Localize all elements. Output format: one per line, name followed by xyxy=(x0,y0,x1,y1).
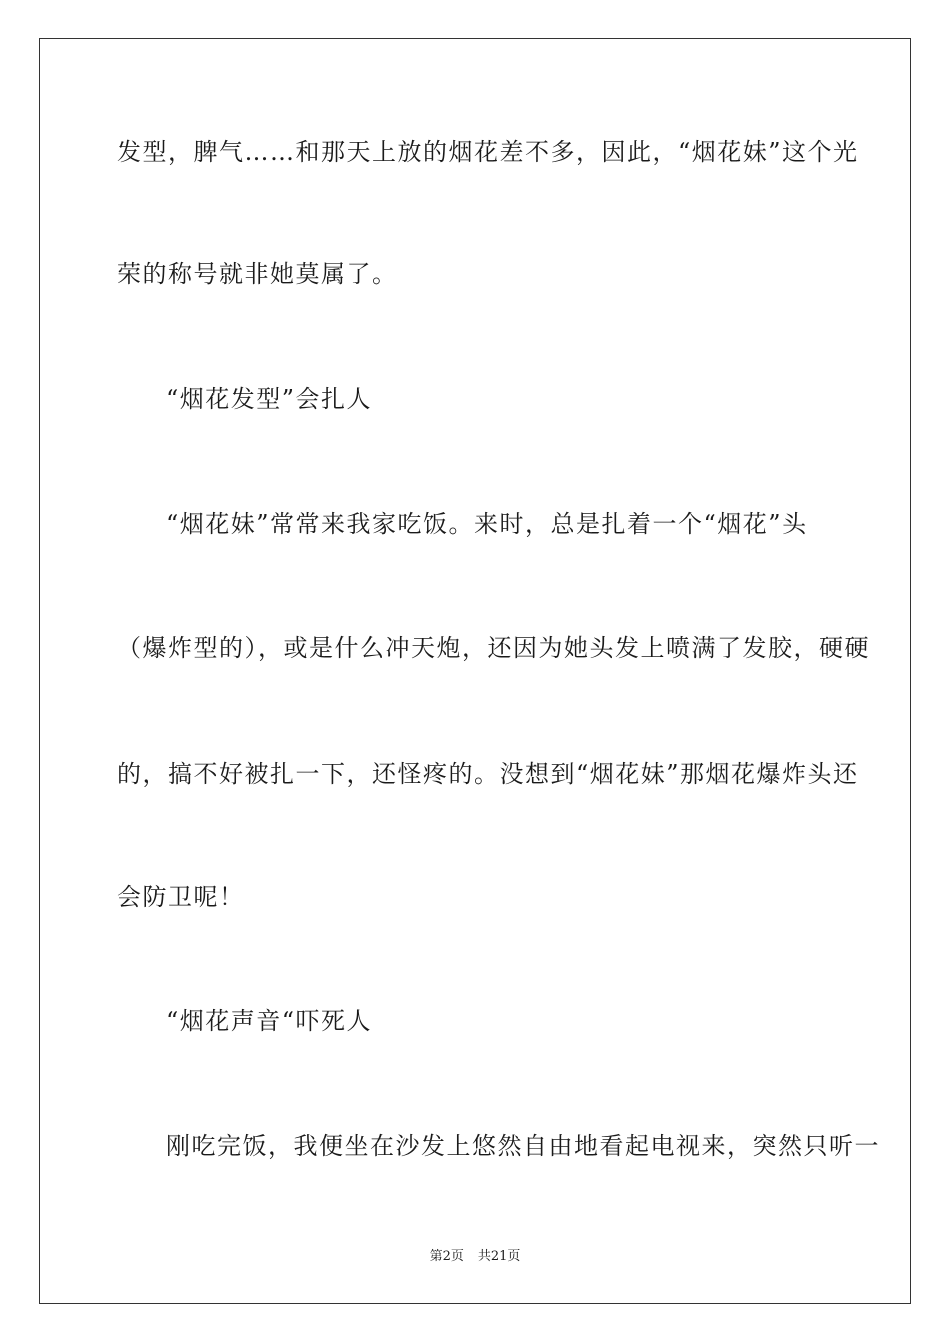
body-line-7: 会防卫呢！ xyxy=(117,883,245,911)
body-line-4: “烟花妹”常常来我家吃饭。来时，总是扎着一个“烟花”头 xyxy=(166,510,808,538)
body-line-5: （爆炸型的），或是什么冲天炮，还因为她头发上喷满了发胶，硬硬 xyxy=(117,634,870,662)
page-border xyxy=(39,38,911,1304)
body-line-6: 的，搞不好被扎一下，还怪疼的。没想到“烟花妹”那烟花爆炸头还 xyxy=(117,760,859,788)
body-line-1: 发型，脾气……和那天上放的烟花差不多，因此，“烟花妹”这个光 xyxy=(117,138,859,166)
body-line-9: 刚吃完饭，我便坐在沙发上悠然自由地看起电视来，突然只听一 xyxy=(166,1132,880,1160)
page-footer xyxy=(0,1248,950,1266)
section-heading-sound: “烟花声音“吓死人 xyxy=(166,1007,373,1035)
body-line-2: 荣的称号就非她莫属了。 xyxy=(117,260,398,288)
page-total: 共21页 xyxy=(477,1249,521,1264)
section-heading-hairstyle: “烟花发型”会扎人 xyxy=(166,385,373,413)
page-number: 第2页 xyxy=(429,1249,464,1264)
